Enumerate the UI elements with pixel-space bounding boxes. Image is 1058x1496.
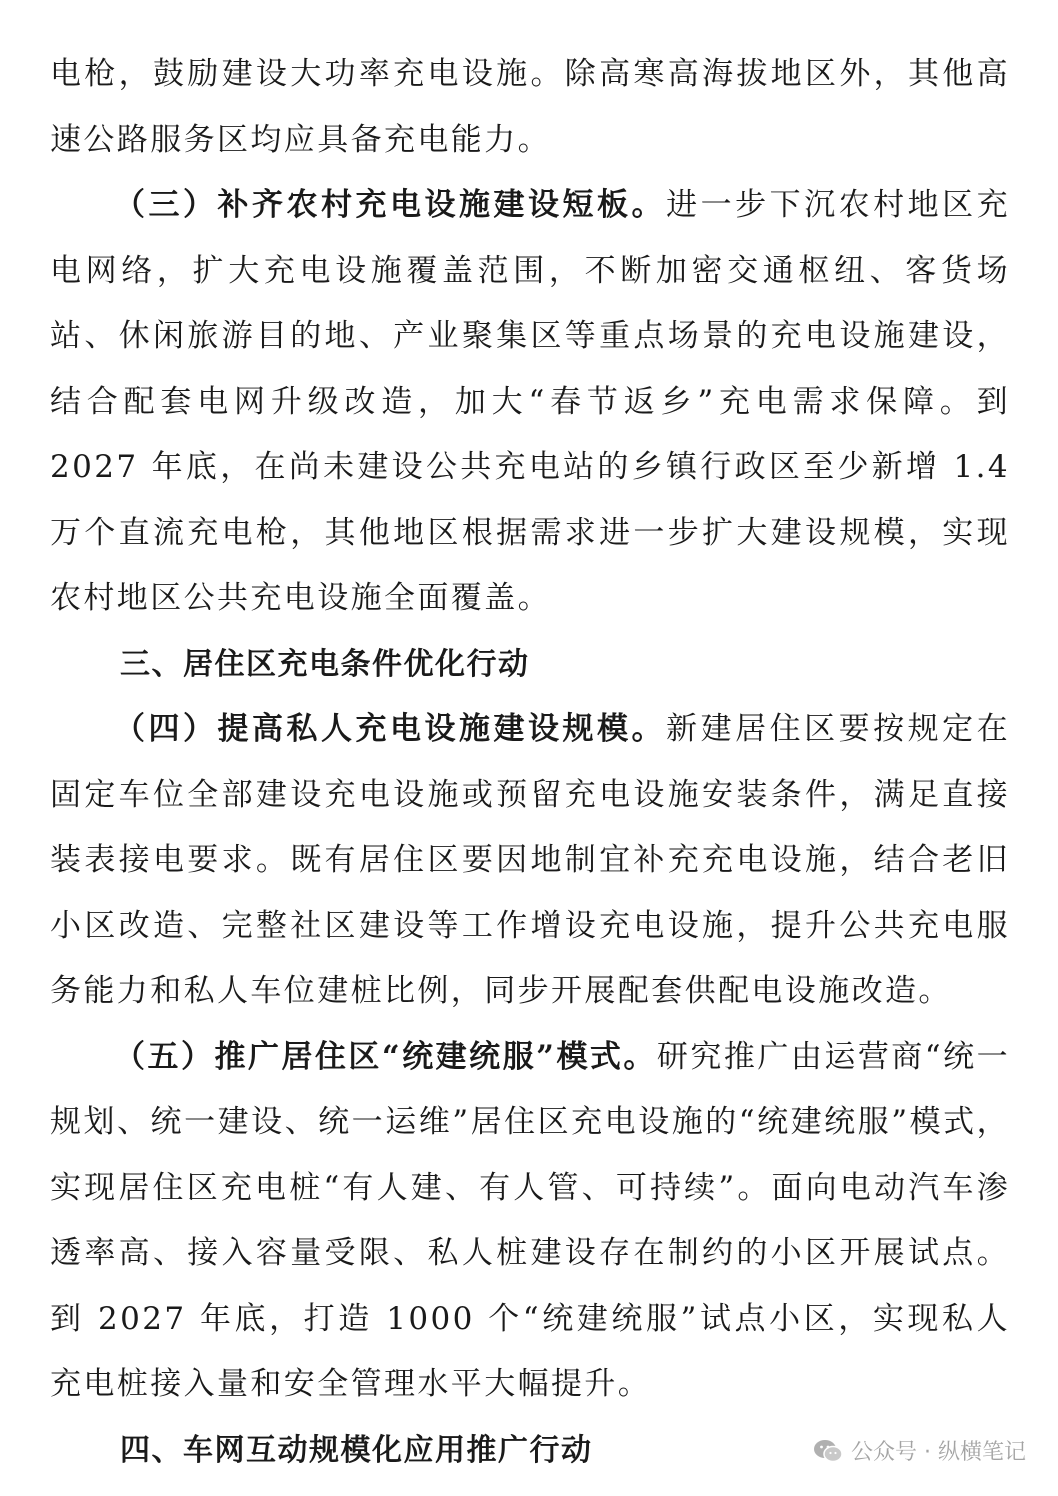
paragraph-continuation (50, 42, 1010, 173)
wechat-icon (813, 1438, 843, 1464)
watermark (813, 1435, 1026, 1466)
paragraph-text: 新建居住区要按规定在固定车位全部建设充电设施或预留充电设施安装条件，满足直接装表接电要求。既有居住区要因地制宜补充充电设施，结合老旧小区改造、完整社区建设等工作增设充电设施，提升公共充电服务能力和私人车位建桩比例，同步开展配套供配电设施改造。 (50, 711, 1010, 1009)
paragraph-text: 研究推广由运营商“统一规划、统一建设、统一运维”居住区充电设施的“统建统服”模式，实现居住区充电桩“有人建、有人管、可持续”。面向电动汽车渗透率高、接入容量受限、私人桩建设存在制约的小区开展试点。到 2027 年底，打造 1000 个“统建统服”试点小区，实现私人充电桩接入量和安全管理水平大幅提升。 (50, 1038, 1010, 1402)
paragraph-section-5 (50, 1025, 1010, 1418)
paragraph-section-3 (50, 173, 1010, 632)
paragraph-lead: （三）补齐农村充电设施建设短板。 (114, 187, 667, 223)
paragraph-lead: （五）推广居住区“统建统服”模式。 (114, 1038, 657, 1075)
section-heading-4: 四、车网互动规模化应用推广行动 (120, 1432, 593, 1468)
paragraph-text: 电枪，鼓励建设大功率充电设施。除高寒高海拔地区外，其他高速公路服务区均应具备充电能力。 (50, 56, 1010, 158)
paragraph-section-4 (50, 697, 1010, 1025)
section-heading-3: 三、居住区充电条件优化行动 (120, 646, 530, 682)
paragraph-text: 进一步下沉农村地区充电网络，扩大充电设施覆盖范围，不断加密交通枢纽、客货场站、休闲旅游目的地、产业聚集区等重点场景的充电设施建设，结合配套电网升级改造，加大“春节返乡”充电需求保障。到 2027 年底，在尚未建设公共充电站的乡镇行政区至少新增 1.4 万个直流充电枪，其他地区根据需求进一步扩大建设规模，实现农村地区公共充电设施全面覆盖。 (50, 187, 1010, 616)
watermark-text: 公众号 · 纵横笔记 (851, 1440, 1026, 1465)
document-page (50, 42, 1010, 1483)
paragraph-lead: （四）提高私人充电设施建设规模。 (114, 711, 667, 747)
